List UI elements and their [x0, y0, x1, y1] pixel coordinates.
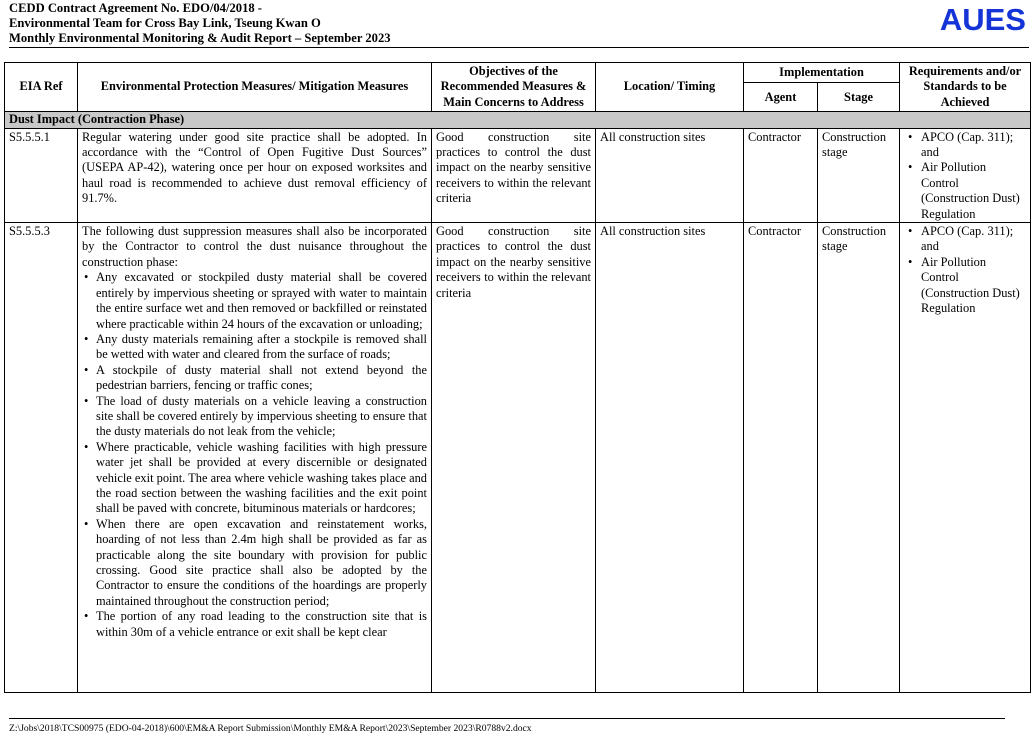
report-title-block [9, 1, 391, 46]
header-implementation: Implementation [744, 63, 900, 83]
stage-cell: Construction stage [818, 128, 900, 222]
eia-ref-cell: S5.5.5.3 [5, 223, 78, 693]
list-item: • Any excavated or stockpiled dusty material shall be covered entirely by impervious sheeting or sprayed with water to maintain the entire surface wet and then removed or backfilled or reinstated where practicable within 24 hours of the excavation or unloading; [96, 270, 427, 332]
contract-title: CEDD Contract Agreement No. EDO/04/2018 - [9, 1, 263, 15]
section-dust-impact: Dust Impact (Contraction Phase) [5, 112, 1031, 128]
stage-cell: Construction stage [818, 223, 900, 693]
file-path-footer: Z:\Jobs\2018\TCS00975 (EDO-04-2018)\600\EM&A Report Submission\Monthly EM&A Report\2023\September 2023\R0788v2.docx [9, 723, 532, 734]
header-requirements: Requirements and/or Standards to be Achieved [900, 63, 1031, 112]
agent-cell: Contractor [744, 223, 818, 693]
list-item: • Any dusty materials remaining after a stockpile is removed shall be wetted with water and cleared from the surface of roads; [96, 332, 427, 363]
measure-bullet-list [82, 270, 427, 640]
table-row [5, 223, 1031, 693]
requirement-item: • APCO (Cap. 311); and [921, 224, 1026, 255]
list-item: • The load of dusty materials on a vehicle leaving a construction site shall be covered entirely by impervious sheeting to ensure that the dusty materials do not leak from the vehicle; [96, 394, 427, 440]
mitigation-measures-table [4, 62, 1031, 693]
header-stage: Stage [818, 83, 900, 112]
measure-intro: The following dust suppression measures shall also be incorporated by the Contractor to control the dust nuisance throughout the construction phase: [82, 224, 427, 269]
aues-logo: AUES [939, 2, 1026, 37]
header-objectives: Objectives of the Recommended Measures & Main Concerns to Address [432, 63, 596, 112]
eia-ref-cell: S5.5.5.1 [5, 128, 78, 222]
agent-cell: Contractor [744, 128, 818, 222]
footer-divider [9, 718, 1005, 719]
list-item: • Where practicable, vehicle washing facilities with high pressure water jet shall be provided at every discernible or designated vehicle exit point. The area where vehicle washing takes place and the road section between the washing facilities and the exit point shall be paved with concrete, bituminous materials or hardcores; [96, 440, 427, 517]
report-title: Monthly Environmental Monitoring & Audit Report – September 2023 [9, 31, 391, 45]
header-measures: Environmental Protection Measures/ Mitigation Measures [78, 63, 432, 112]
list-item: • The portion of any road leading to the construction site that is within 30m of a vehicle entrance or exit shall be kept clear [96, 609, 427, 640]
measure-cell [78, 223, 432, 693]
requirement-item: • Air Pollution Control (Construction Dust) Regulation [921, 160, 1026, 222]
team-title: Environmental Team for Cross Bay Link, Tseung Kwan O [9, 16, 321, 30]
requirement-item: • Air Pollution Control (Construction Dust) Regulation [921, 255, 1026, 317]
list-item: • A stockpile of dusty material shall not extend beyond the pedestrian barriers, fencing or traffic cones; [96, 363, 427, 394]
requirement-item: • APCO (Cap. 311); and [921, 130, 1026, 161]
objective-cell: Good construction site practices to control the dust impact on the nearby sensitive receivers to within the relevant criteria [432, 128, 596, 222]
page-header [9, 0, 1024, 46]
header-eia-ref: EIA Ref [5, 63, 78, 112]
location-cell: All construction sites [596, 223, 744, 693]
header-divider [9, 47, 1029, 48]
requirements-cell [900, 128, 1031, 222]
objective-cell: Good construction site practices to control the dust impact on the nearby sensitive receivers to within the relevant criteria [432, 223, 596, 693]
requirements-cell [900, 223, 1031, 693]
header-location: Location/ Timing [596, 63, 744, 112]
location-cell: All construction sites [596, 128, 744, 222]
list-item: • When there are open excavation and reinstatement works, hoarding of not less than 2.4m high shall be provided as far as practicable along the site boundary with provision for public crossing. Good site practice shall also be adopted by the Contractor to ensure the conditions of the hoardings are properly maintained throughout the construction period; [96, 517, 427, 609]
header-agent: Agent [744, 83, 818, 112]
measure-cell: Regular watering under good site practice shall be adopted. In accordance with the “Control of Open Fugitive Dust Sources” (USEPA AP-42), watering once per hour on exposed worksites and haul road is recommended to achieve dust removal efficiency of 91.7%. [78, 128, 432, 222]
table-row [5, 128, 1031, 222]
